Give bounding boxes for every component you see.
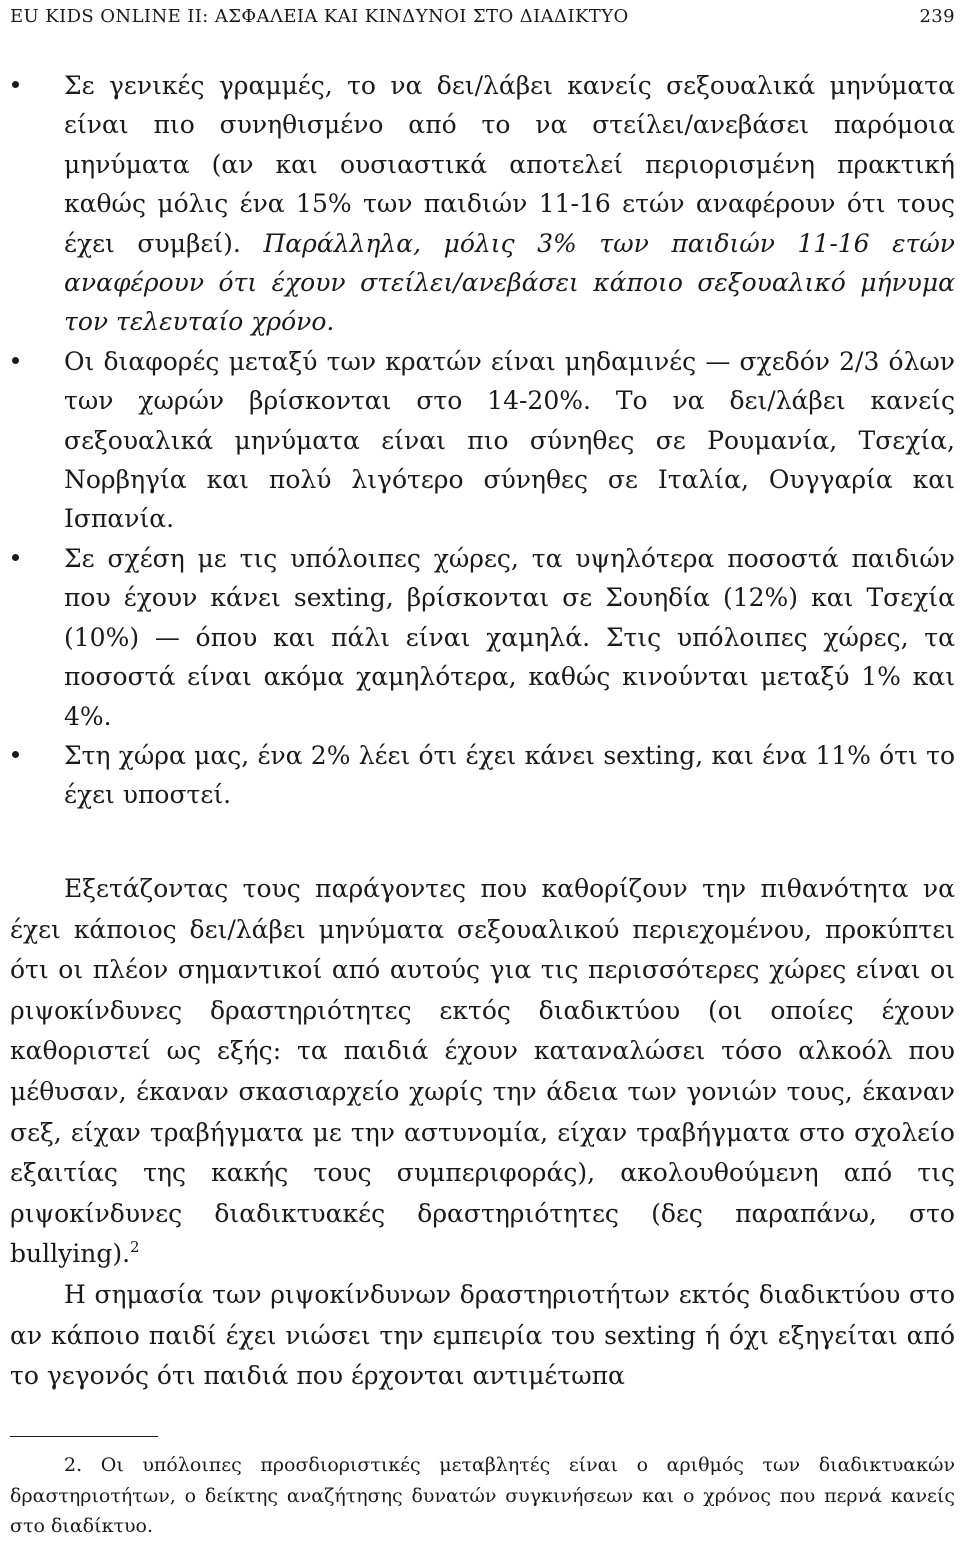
page-header [10, 0, 955, 32]
bullet-item [10, 539, 955, 736]
bullet-text: Στη χώρα μας, ένα 2% λέει ότι έχει κάνει sexting, και ένα 11% ότι το έχει υποστεί. [64, 740, 955, 810]
bullet-text: Σε σχέση με τις υπόλοιπες χώρες, τα υψηλότερα ποσοστά παιδιών που έχουν κάνει sexting, βρίσκονται σε Σουηδία (12%) και Τσεχία (10%) — όπου και πάλι είναι χαμηλά. [64, 543, 955, 652]
bullet-item [10, 66, 955, 342]
paragraph [10, 1275, 955, 1397]
bullet-item [10, 736, 955, 815]
bullet-list [10, 66, 955, 815]
bullet-item [10, 342, 955, 539]
running-title: EU KIDS ONLINE II: ΑΣΦΑΛΕΙΑ ΚΑΙ ΚΙΝΔΥΝΟΙ ΣΤΟ ΔΙΑΔΙΚΤΥΟ [10, 5, 629, 27]
bullet-text: Οι διαφορές μεταξύ των κρατών είναι μηδαμινές — σχεδόν 2/3 όλων των χωρών βρίσκονται στο 14-20%. [64, 346, 955, 416]
paragraph-text: Εξετάζοντας τους παράγοντες που καθορίζουν την πιθανότητα να έχει κάποιος δει/λάβει μηνύματα σεξουαλικού περιεχομένου, προκύπτει ότι οι πλέον σημαντικοί από αυτούς για τις περισσότερες χώρες είναι οι ριψοκίνδυνες δραστηριότητες εκτός διαδικτύου (οι οποίες έχουν καθοριστεί ως εξής: τα παιδιά έχουν καταναλώσει τόσο αλκοόλ που μέθυσαν, έκαναν σκασιαρχείο χωρίς την άδεια των γονιών τους, έκαναν σεξ, είχαν τραβήγματα με την αστυνομία, είχαν τραβήγματα στο σχολείο εξαιτίας της κακής τους συμπεριφοράς), ακολουθούμενη από τις ριψοκίνδυνες διαδικτυακές δραστηριότητες (δες παραπάνω, στο bullying). [10, 874, 955, 1269]
bullet-dot-icon [12, 751, 19, 758]
bullet-dot-icon [12, 81, 19, 88]
bullet-dot-icon [12, 554, 19, 561]
bullet-dot-icon [12, 357, 19, 364]
bullet-text-continued: Το να δει/λάβει κανείς σεξουαλικά μηνύματα είναι πιο σύνηθες σε Ρουμανία, Τσεχία, Νορβηγία και πολύ λιγότερο σύνηθες σε Ιταλία, Ουγγαρία και Ισπανία. [64, 386, 955, 534]
footnote: 2. Οι υπόλοιπες προσδιοριστικές μεταβλητές είναι ο αριθμός των διαδικτυακών δραστηριοτήτων, ο δείκτης αναζήτησης δυνατών συγκινήσεων και ο χρόνος που περνά κανείς στο διαδίκτυο. [10, 1454, 955, 1537]
footnote-reference[interactable]: 2 [130, 1238, 140, 1257]
bullet-text-emphasis: Παράλληλα, μόλις 3% των παιδιών 11-16 ετών αναφέρουν ότι έχουν στείλει/ανεβάσει κάποιο σεξουαλικό μήνυμα τον τελευταίο χρόνο. [64, 228, 955, 337]
paragraph-text: Η σημασία των ριψοκίνδυνων δραστηριοτήτων εκτός διαδικτύου στο αν κάποιο παιδί έχει νιώσει την εμπειρία του sexting ή όχι εξηγείται από το γεγονός ότι παιδιά που έρχονται αντιμέτωπα [10, 1279, 955, 1391]
bullet-text-continued: Στις υπόλοιπες χώρες, τα ποσοστά είναι ακόμα χαμηλότερα, καθώς κινούνται μεταξύ 1% και 4%. [64, 622, 955, 731]
bullet-text: Σε γενικές γραμμές, το να δει/λάβει κανείς σεξουαλικά μηνύματα είναι πιο συνηθισμένο από το να στείλει/ανεβάσει παρόμοια μηνύματα (αν και ουσιαστικά αποτελεί περιορισμένη πρακτική καθώς μόλις ένα 15% των παιδιών 11-16 ετών αναφέρουν ότι τους έχει συμβεί). [64, 71, 955, 258]
page-number: 239 [919, 5, 955, 27]
footnote-divider [10, 1436, 158, 1437]
body-text [10, 869, 955, 1397]
paragraph [10, 869, 955, 1275]
